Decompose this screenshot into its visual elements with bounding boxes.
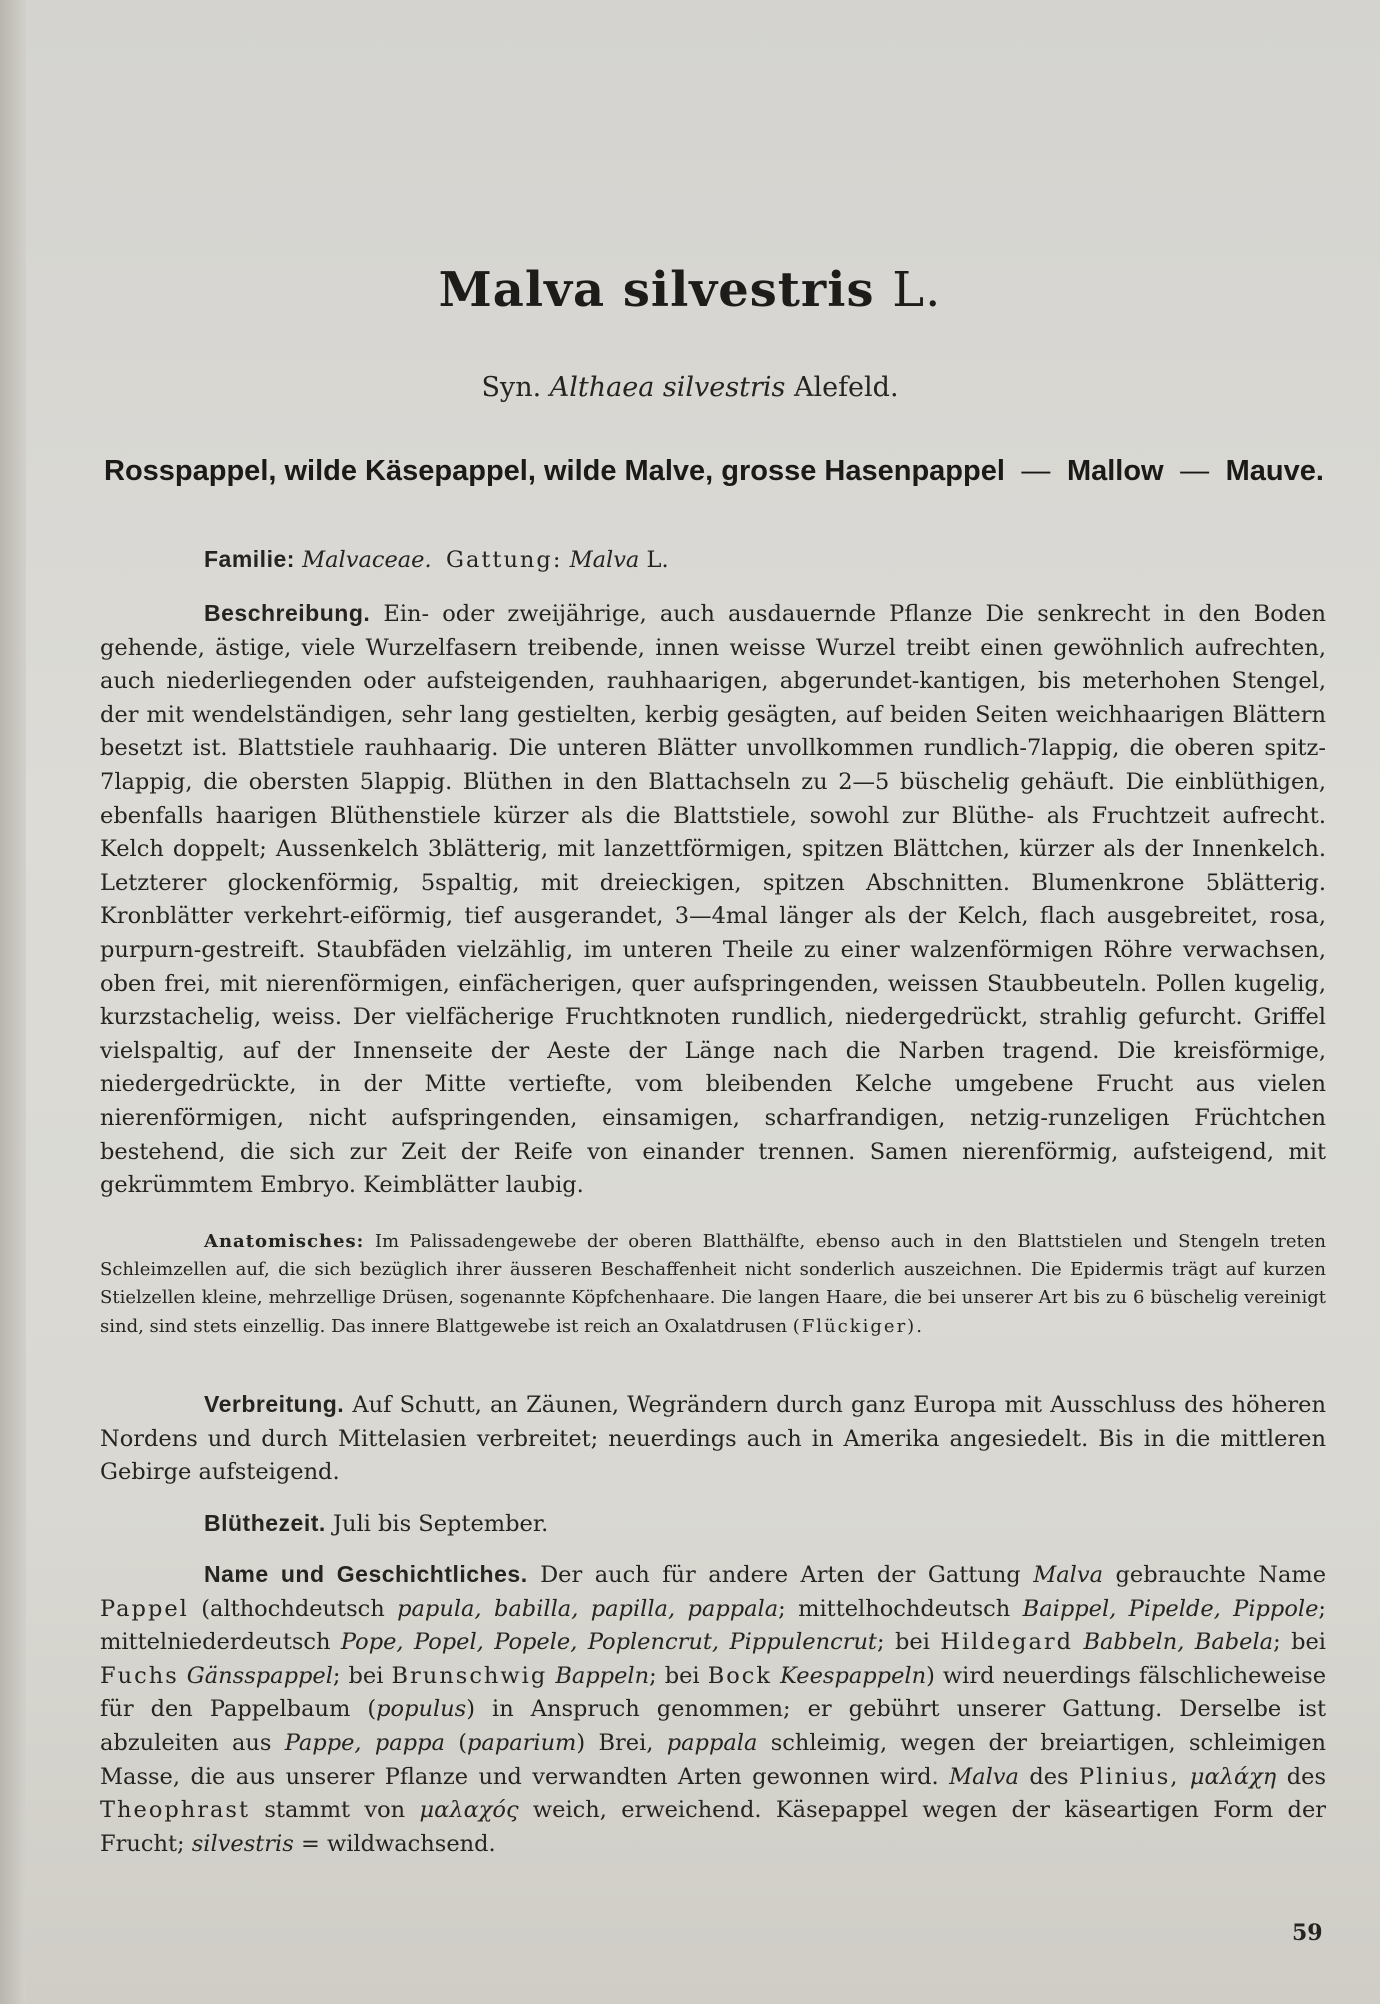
history-text: (althochdeutsch [201, 1595, 385, 1622]
genus-author: L. [646, 547, 669, 573]
history-spaced: Fuchs [100, 1662, 179, 1689]
history-italic: Gänsspappel [186, 1662, 333, 1689]
flowering-heading: Blüthezeit. [204, 1510, 326, 1536]
history-greek: μαλαχός [419, 1797, 519, 1824]
history-italic: paparium [466, 1729, 577, 1756]
anatomy-citation: (Flückiger). [792, 1315, 924, 1337]
history-greek: μαλάχη [1189, 1763, 1277, 1790]
history-text: ; bei [1273, 1629, 1326, 1656]
synonym-name: Althaea silvestris [549, 372, 786, 403]
history-spaced: Theophrast [100, 1797, 251, 1824]
history-italic: Babbeln, Babela [1083, 1629, 1274, 1656]
flowering-text: Juli bis September. [332, 1511, 549, 1537]
history-text: = wildwachsend. [300, 1830, 496, 1857]
history-spaced: Plinius, [1079, 1763, 1180, 1790]
history-spaced: Bock [707, 1662, 773, 1689]
german-names: Rosspappel, wilde Käsepappel, wilde Malve, grosse Hasenpappel [104, 455, 1005, 487]
history-spaced: Hildegard [940, 1629, 1074, 1656]
description-text: Ein- oder zweijährige, auch ausdauernde Pflanze Die senkrecht in den Boden gehende, ästige, viele Wurzelfasern treibende, innen weisse Wurzel treibt einen gewöhnlich aufrechten, auch niederliegenden oder aufsteigenden, rauhhaarigen, abgerundet-kantigen, bis meterhohen Stengel, der mit wendelständigen, sehr lang gestielten, kerbig gesägten, auf beiden Seiten weichhaarigen Blättern besetzt ist. Blattstiele rauhhaarig. Die unteren Blätter unvollkommen rundlich-7lappig, die oberen spitz-7lappig, die obersten 5lappig. Blüthen in den Blattachseln zu 2—5 büschelig gehäuft. Die einblüthigen, ebenfalls haarigen Blüthenstiele kürzer als die Blattstiele, sowohl zur Blüthe- als Fruchtzeit aufrecht. Kelch doppelt; Aussenkelch 3blätterig, mit lanzettförmigen, spitzen Blättchen, kürzer als der Innenkelch. Letzterer glockenförmig, 5spaltig, mit dreieckigen, spitzen Abschnitten. Blumenkrone 5blätterig. Kronblätter verkehrt-eiförmig, tief ausgerandet, 3—4mal länger als der Kelch, flach ausgebreitet, rosa, purpurn-gestreift. Staubfäden vielzählig, im unteren Theile zu einer walzenförmigen Röhre verwachsen, oben frei, mit nierenförmigen, einfächerigen, quer aufspringenden, weissen Staubbeuteln. Pollen kugelig, kurzstachelig, weiss. Der vielfächerige Fruchtknoten rundlich, niedergedrückt, strahlig gefurcht. Griffel vielspaltig, auf der Innenseite der Aeste der Länge nach die Narben tragend. Die kreisförmige, niedergedrückte, in der Mitte vertiefte, vom bleibenden Kelche umgebene Frucht aus vielen nierenförmigen, nicht aufspringenden, einsamigen, scharfrandigen, netzig-runzeligen Früchtchen bestehend, die sich zur Zeit der Reife von einander trennen. Samen nierenförmig, aufsteigend, mit gekrümmtem Embryo. Keimblätter laubig. [100, 601, 1326, 1199]
distribution-text: Auf Schutt, an Zäunen, Wegrändern durch ganz Europa mit Ausschluss des höheren Nordens und durch Mittelasien verbreitet; neuerdings auch in Amerika angesiedelt. Bis in die mittleren Gebirge aufsteigend. [100, 1392, 1326, 1486]
synonym-prefix: Syn. [481, 372, 542, 403]
history-italic: papula, babilla, papilla, pappala [397, 1595, 779, 1622]
history-spaced: Brunschwig [391, 1662, 548, 1689]
species-name: Malva silvestris [438, 262, 875, 318]
history-italic: Pope, Popel, Popele, Poplencrut, Pippulencrut [340, 1629, 877, 1656]
synonym-line [0, 372, 1380, 403]
history-text: des [1286, 1763, 1326, 1790]
family-value: Malvaceae. [302, 547, 432, 573]
page-number: 59 [1292, 1920, 1323, 1946]
history-text: stammt von [264, 1797, 406, 1824]
family-line [100, 543, 1326, 578]
history-section [100, 1558, 1326, 1861]
history-italic: populus [376, 1696, 467, 1723]
synonym-author: Alefeld. [793, 372, 899, 403]
history-italic: Baippel, Pipelde, Pippole [1022, 1595, 1319, 1622]
history-text: gebrauchte Name [1115, 1562, 1327, 1588]
history-text: ; mittelhochdeutsch [778, 1595, 1011, 1622]
history-italic: Keespappeln [780, 1662, 927, 1689]
distribution-heading: Verbreitung. [204, 1391, 345, 1417]
history-text: Der auch für andere Arten der Gattung [540, 1562, 1021, 1588]
dash: — [1021, 455, 1051, 487]
history-text: ) wird neuerdings fälschlicheweise für den Pappelbaum ( [100, 1662, 1327, 1723]
history-text: des [1029, 1763, 1069, 1790]
history-italic: Malva [949, 1763, 1019, 1790]
anatomy-text: Im Palissadengewebe der oberen Blatthälfte, ebenso auch in den Blattstielen und Stengeln treten Schleimzellen auf, die sich bezüglich ihrer äusseren Beschaffenheit nicht sonderlich auszeichnen. Die Epidermis trägt auf kurzen Stielzellen kleine, mehrzellige Drüsen, sogenannte Köpfchenhaare. Die langen Haare, die bei unserer Art bis zu 6 büschelig vereinigt sind, sind stets einzellig. Das innere Blattgewebe ist reich an Oxalatdrusen [100, 1231, 1326, 1337]
anatomy-section [100, 1228, 1326, 1341]
history-text: ; bei [332, 1662, 384, 1689]
history-italic: Pappe, pappa [284, 1729, 445, 1756]
description-heading: Beschreibung. [204, 600, 371, 626]
french-name: Mauve. [1225, 455, 1324, 487]
history-text: ) in Anspruch genommen; er gebührt unserer Gattung. Derselbe ist abzuleiten aus [100, 1696, 1326, 1756]
history-text: ; bei [876, 1629, 930, 1656]
history-italic: Malva [1033, 1562, 1104, 1588]
history-text: schleimig, wegen der breiartigen, schleimigen Masse, die aus unserer Pflanze und verwandten Arten gewonnen wird. [100, 1729, 1327, 1790]
flowering-section [100, 1507, 1326, 1542]
page-title [0, 262, 1380, 318]
history-text: weich, erweichend. Käsepappel wegen der käseartigen Form der Frucht; [100, 1797, 1327, 1857]
history-text: ; bei [649, 1662, 700, 1689]
common-names [104, 455, 1324, 488]
dash: — [1180, 455, 1210, 487]
history-italic: pappala [666, 1729, 758, 1756]
genus-value: Malva [569, 547, 640, 573]
history-heading: Name und Geschichtliches. [204, 1561, 528, 1587]
family-label: Familie: [204, 546, 295, 572]
history-spaced: Pappel [100, 1595, 189, 1622]
species-author: L. [892, 262, 942, 318]
history-text: ) Brei, [576, 1729, 654, 1756]
history-text: ( [458, 1729, 467, 1756]
description-section [100, 597, 1326, 1203]
history-italic: silvestris [191, 1830, 294, 1857]
genus-label: Gattung: [445, 547, 563, 573]
anatomy-heading: Anatomisches: [204, 1231, 365, 1252]
distribution-section [100, 1388, 1326, 1490]
history-italic: Bappeln [555, 1662, 650, 1689]
history-text: ; mittelniederdeutsch [100, 1595, 1326, 1656]
english-name: Mallow [1066, 455, 1164, 487]
